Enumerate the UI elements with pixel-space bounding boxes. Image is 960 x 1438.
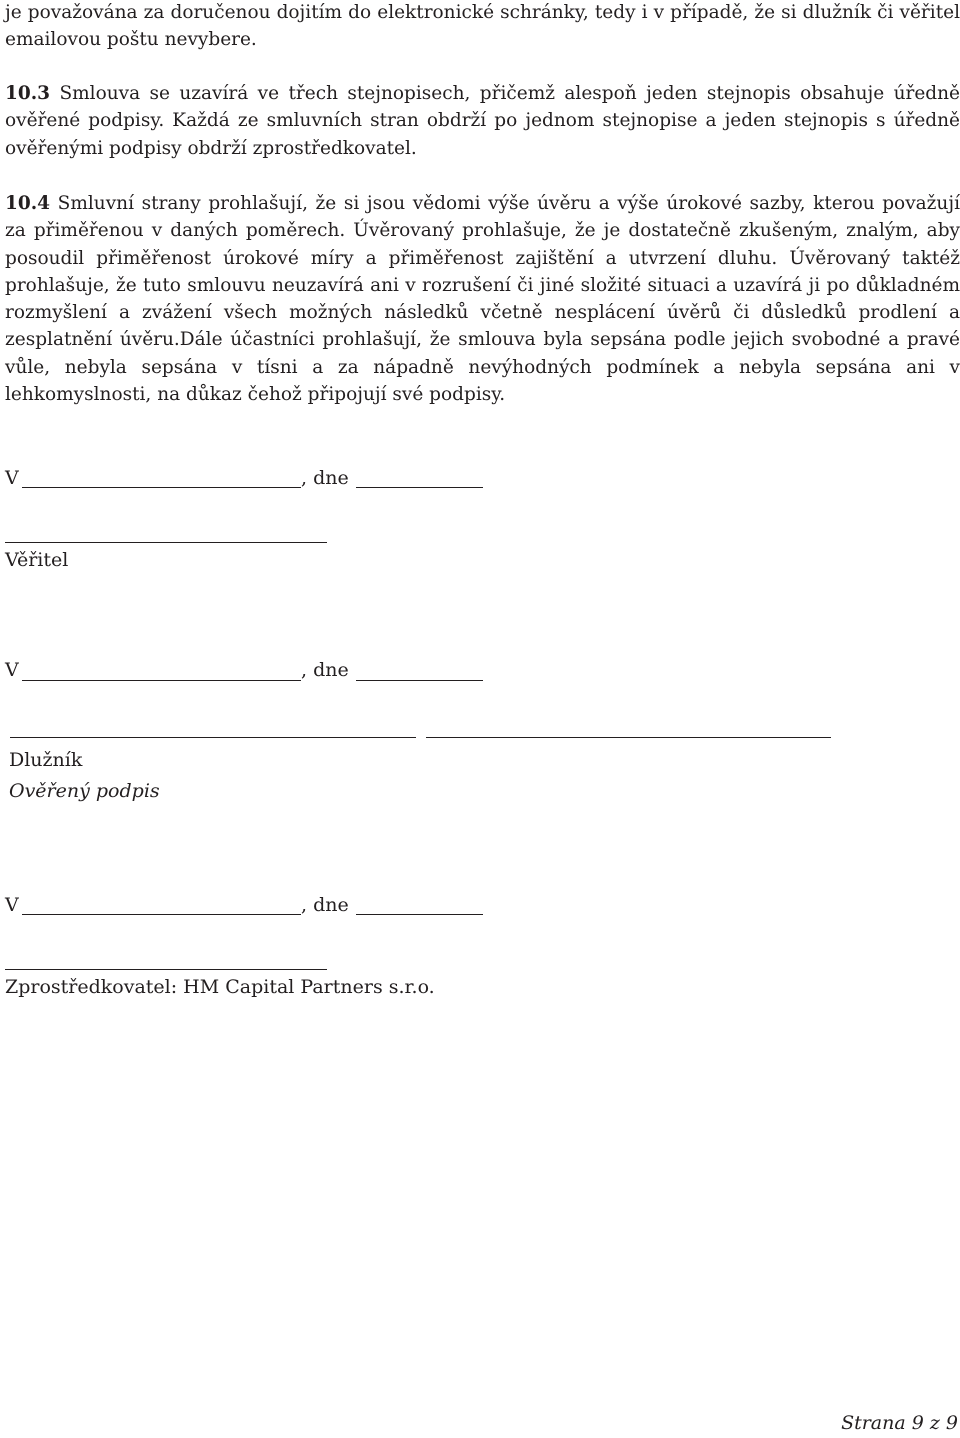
signature-line xyxy=(426,737,831,738)
page-number: Strana 9 z 9 xyxy=(841,1412,958,1434)
creditor-label: Věřitel xyxy=(5,549,69,571)
verified-signature-note: Ověřený podpis xyxy=(9,780,160,802)
place-line xyxy=(22,914,301,915)
date-line xyxy=(356,487,483,488)
clause-10-4 xyxy=(5,190,960,408)
date-label: , dne xyxy=(301,659,349,681)
signature-line xyxy=(5,969,327,970)
place-line xyxy=(22,487,301,488)
signature-line xyxy=(5,542,327,543)
clause-10-3 xyxy=(5,80,960,162)
clause-text: Smlouva se uzavírá ve třech stejnopisech, přičemž alespoň jeden stejnopis obsahuje úředně ověřené podpisy. Každá ze smluvních stran obdrží po jednom stejnopise a jeden stejnopis s úředně ověřenými podpisy obdrží zprostředkovatel. xyxy=(5,83,960,159)
place-label: V xyxy=(5,894,19,916)
clause-number: 10.4 xyxy=(5,193,51,214)
intermediary-label: Zprostředkovatel: HM Capital Partners s.r.o. xyxy=(5,976,435,998)
date-label: , dne xyxy=(301,894,349,916)
clause-number: 10.3 xyxy=(5,83,51,104)
place-label: V xyxy=(5,659,19,681)
date-label: , dne xyxy=(301,467,349,489)
signature-line xyxy=(10,737,416,738)
date-line xyxy=(356,680,483,681)
place-label: V xyxy=(5,467,19,489)
date-line xyxy=(356,914,483,915)
clause-text: Smluvní strany prohlašují, že si jsou vědomi výše úvěru a výše úrokové sazby, kterou považují za přiměřenou v daných poměrech. Úvěrovaný prohlašuje, že je dostatečně zkušeným, znalým, aby posoudil přiměřenost úrokové míry a přiměřenost zajištění a utvrzení dluhu. Úvěrovaný taktéž prohlašuje, že tuto smlouvu neuzavírá ani v rozrušení či jiné složité situaci a uzavírá ji po důkladném rozmyšlení a zvážení všech možných následků včetně nesplácení úvěrů či důsledků prodlení a zesplatnění úvěru.Dále účastníci prohlašují, že smlouva byla sepsána podle jejich svobodné a pravé vůle, nebyla sepsána v tísni a za nápadně nevýhodných podmínek a nebyla sepsána ani v lehkomyslnosti, na důkaz čehož připojují své podpisy. xyxy=(5,193,960,406)
place-line xyxy=(22,680,301,681)
paragraph-continuation: je považována za doručenou dojitím do elektronické schránky, tedy i v případě, že si dlužník či věřitel emailovou poštu nevybere. xyxy=(5,2,960,51)
debtor-label: Dlužník xyxy=(9,749,83,771)
